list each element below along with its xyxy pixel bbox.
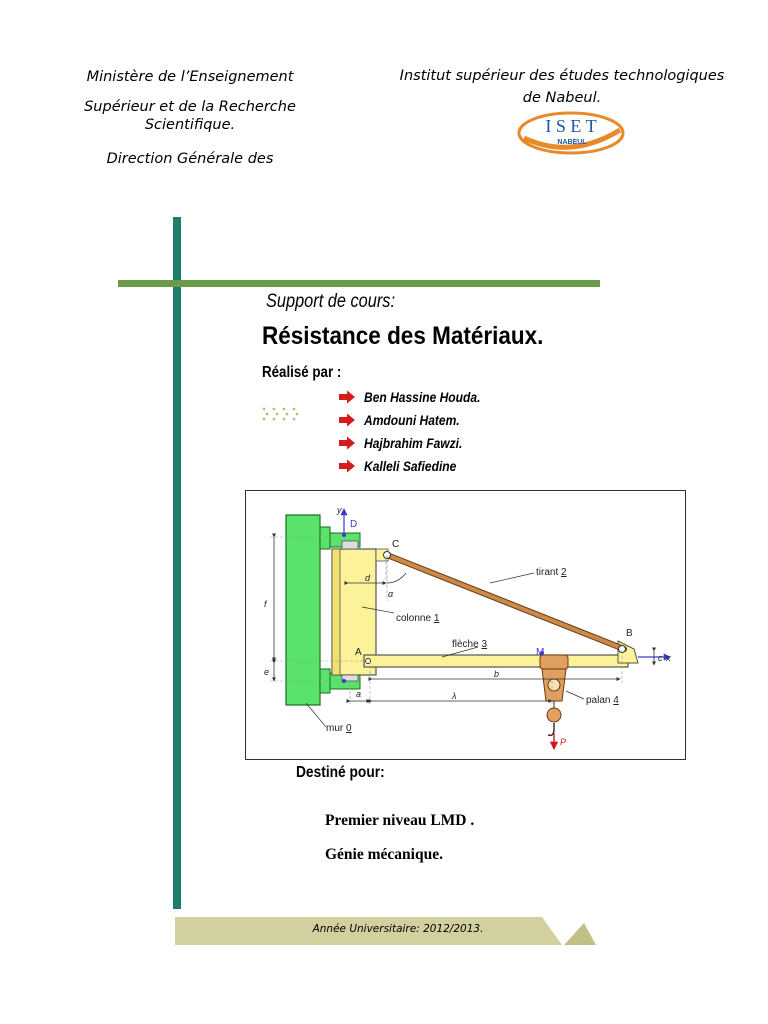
column-label: colonne 1	[396, 613, 440, 624]
academic-year: Année Universitaire: 2012/2013.	[312, 923, 484, 935]
iset-logo	[516, 108, 626, 158]
dim-c-label: c	[658, 653, 663, 663]
tie-rod-shape	[387, 555, 624, 649]
authors-label: Réalisé par :	[262, 364, 342, 381]
author-name: Ben Hassine Houda.	[364, 388, 481, 405]
point-c-label: C	[392, 539, 400, 550]
audience-label: Destiné pour:	[296, 764, 385, 781]
alpha-label: α	[388, 589, 394, 599]
red-arrow-icon	[338, 459, 356, 473]
hoist-label: palan 4	[586, 695, 619, 706]
support-label: Support de cours:	[266, 291, 395, 312]
author-item	[338, 408, 499, 431]
vertical-accent-bar	[173, 217, 181, 909]
author-item	[338, 385, 499, 408]
logo-bottom-text: NABEUL	[557, 139, 587, 146]
dim-e-label: e	[264, 667, 270, 677]
point-d-label: D	[350, 519, 358, 530]
red-arrow-icon	[338, 436, 356, 450]
course-title: Résistance des Matériaux.	[262, 322, 544, 350]
top-bracket	[320, 527, 330, 549]
ministry-line-3: Scientifique.	[144, 117, 236, 134]
wall-shape	[286, 515, 320, 705]
crane-diagram-frame	[245, 490, 686, 760]
dim-lambda-label: λ	[452, 691, 457, 701]
crane-diagram	[246, 491, 685, 759]
institute-block	[392, 66, 732, 110]
author-name: Amdouni Hatem.	[364, 411, 460, 428]
dim-a-label: a	[356, 689, 362, 699]
ministry-line-2: Supérieur et de la Recherche	[84, 99, 296, 116]
audience-item-level: Premier niveau LMD .	[325, 812, 475, 829]
ministry-block	[60, 68, 320, 169]
dim-b-label: b	[494, 669, 500, 679]
point-m-label: M	[536, 647, 545, 658]
point-a-label: A	[355, 647, 362, 658]
dim-d-label: d	[365, 573, 371, 583]
audience-item-field: Génie mécanique.	[325, 846, 443, 863]
dim-f-label: f	[264, 599, 267, 609]
author-name: Kalleli Safiedine	[364, 457, 457, 474]
logo-top-text: I S E T	[545, 116, 597, 136]
boom-label: flèche 3	[452, 639, 488, 650]
tie-rod-label: tirant 2	[536, 567, 567, 578]
ministry-line-1: Ministère de l’Enseignement	[86, 69, 294, 85]
author-item	[338, 431, 499, 454]
point-b-label: B	[626, 628, 633, 639]
red-arrow-icon	[338, 390, 356, 404]
boom-shape	[364, 655, 628, 667]
ministry-line-4: Direction Générale des	[106, 151, 274, 168]
institute-line-1: Institut supérieur des études technologiques	[399, 68, 725, 84]
red-arrow-icon	[338, 413, 356, 427]
load-p-label: P	[560, 737, 567, 747]
author-name: Hajbrahim Fawzi.	[364, 434, 463, 451]
author-item	[338, 454, 499, 477]
horizontal-accent-bar	[118, 280, 600, 287]
wall-label: mur 0	[326, 723, 352, 734]
authors-list	[338, 385, 499, 477]
chevrons-icon	[260, 404, 302, 424]
institute-line-2: de Nabeul.	[522, 89, 602, 106]
y-axis-label: y	[337, 505, 342, 515]
x-axis-label: x	[666, 653, 671, 663]
